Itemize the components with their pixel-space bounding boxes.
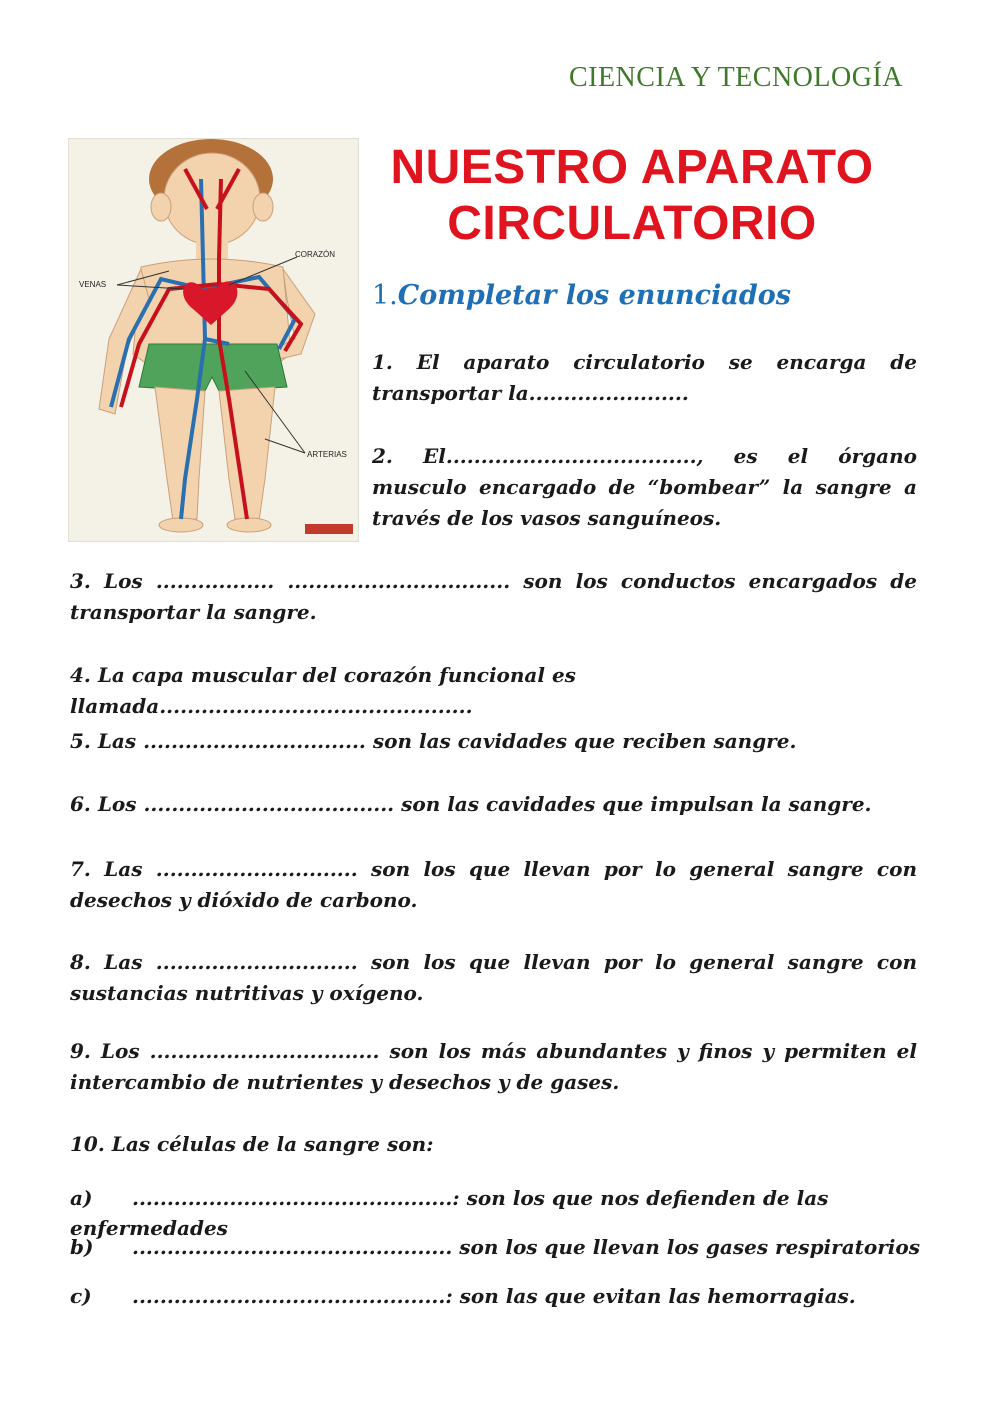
label-venas: VENAS	[79, 280, 107, 289]
option-c-text: .............................................: son las que evitan las hemorragias.	[132, 1284, 856, 1308]
circulatory-illustration	[68, 138, 359, 542]
question-4: 4. La capa muscular del corazón funcional es llamada.............................................	[70, 663, 576, 718]
question-2: 2. El...................................., es el órgano musculo encargado de “bombear” la sangre a través de los vasos sanguíneos.	[372, 444, 917, 530]
option-b-label: b)	[70, 1235, 94, 1259]
subject-header: CIENCIA Y TECNOLOGÍA	[568, 62, 903, 93]
title-line-1: NUESTRO APARATO	[390, 141, 874, 194]
option-b	[70, 1232, 930, 1262]
option-a-text: ..............................................: son los que nos defienden de las enfermedades	[70, 1186, 829, 1240]
question-9: 9. Los ................................. son los más abundantes y finos y permiten el intercambio de nutrientes y desechos y de gases.	[70, 1039, 917, 1094]
section-label: Completar los enunciados	[397, 280, 791, 311]
label-corazon: CORAZÓN	[295, 250, 335, 259]
question-6: 6. Los .................................... son las cavidades que impulsan la sangre.	[70, 792, 872, 816]
label-arterias: ARTERIAS	[307, 450, 347, 459]
question-10: 10. Las células de la sangre son:	[70, 1132, 434, 1156]
option-a-label: a)	[70, 1186, 93, 1210]
question-1: 1. El aparato circulatorio se encarga de transportar la.......................	[372, 350, 917, 405]
section-number: 1.	[372, 280, 398, 311]
option-b-text: .............................................. son los que llevan los gases respiratorios	[132, 1235, 920, 1259]
question-5: 5. Las ................................ son las cavidades que reciben sangre.	[70, 729, 797, 753]
body-diagram	[69, 139, 358, 541]
publisher-logo	[305, 524, 353, 534]
page-title	[372, 140, 892, 252]
option-c	[70, 1281, 930, 1311]
question-8: 8. Las ............................. son los que llevan por lo general sangre con sustancias nutritivas y oxígeno.	[70, 950, 917, 1005]
title-line-2: CIRCULATORIO	[447, 197, 817, 250]
section-heading	[372, 280, 791, 311]
question-3: 3. Los ................. ................................ son los conductos encargados de transportar la sangre.	[70, 569, 917, 624]
option-c-label: c)	[70, 1284, 92, 1308]
question-7: 7. Las ............................. son los que llevan por lo general sangre con desechos y dióxido de carbono.	[70, 857, 917, 912]
